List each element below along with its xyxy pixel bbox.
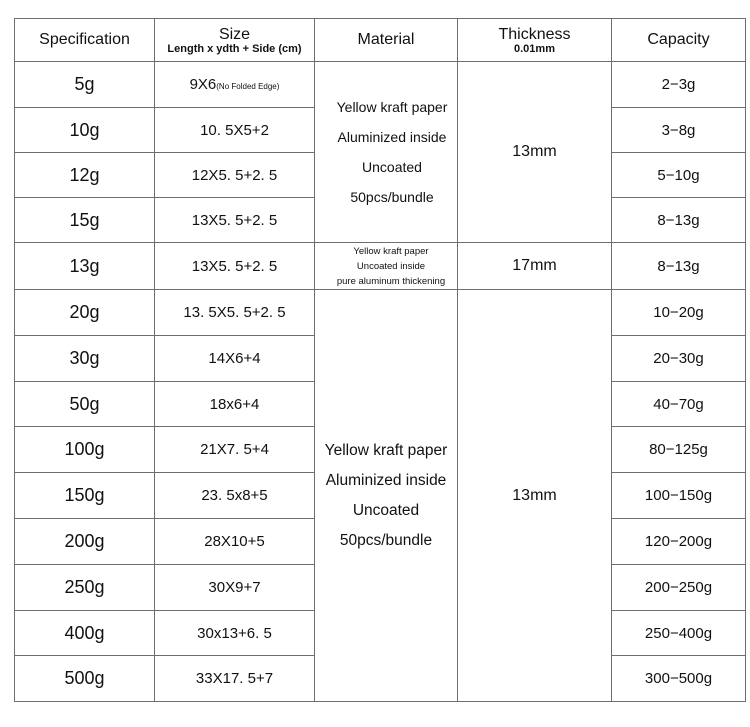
material-cell-group-3 [315, 290, 458, 702]
spec-cell: 12g [15, 153, 155, 198]
material-line: 50pcs/bundle [339, 531, 433, 549]
header-size [155, 19, 315, 62]
material-line: Aluminized inside [325, 471, 447, 489]
material-line: Aluminized inside [337, 129, 447, 145]
capacity-cell: 200−250g [612, 565, 746, 611]
capacity-cell: 250−400g [612, 611, 746, 656]
size-cell: 13X5. 5+2. 5 [155, 198, 315, 243]
material-line: pure aluminum thickening [336, 275, 446, 287]
size-cell: 28X10+5 [155, 519, 315, 565]
spec-cell: 200g [15, 519, 155, 565]
material-line: Uncoated [362, 159, 422, 175]
capacity-cell: 10−20g [612, 290, 746, 336]
header-specification: Specification [15, 19, 155, 62]
header-thickness-subtitle: 0.01mm [514, 42, 555, 55]
material-line: Yellow kraft paper [353, 245, 429, 257]
size-cell: 10. 5X5+2 [155, 108, 315, 153]
header-size-subtitle: Length x ydth + Side (cm) [167, 42, 302, 55]
specification-table [14, 18, 746, 702]
size-cell: 33X17. 5+7 [155, 656, 315, 702]
spec-cell: 13g [15, 243, 155, 290]
thickness-cell-group-3: 13mm [458, 290, 612, 702]
spec-cell: 5g [15, 62, 155, 108]
spec-cell: 150g [15, 473, 155, 519]
spec-cell: 50g [15, 382, 155, 427]
size-cell: 21X7. 5+4 [155, 427, 315, 473]
size-cell: 30x13+6. 5 [155, 611, 315, 656]
capacity-cell: 5−10g [612, 153, 746, 198]
spec-cell: 250g [15, 565, 155, 611]
header-thickness-title: Thickness [498, 25, 571, 43]
capacity-cell: 100−150g [612, 473, 746, 519]
capacity-cell: 80−125g [612, 427, 746, 473]
size-cell: 13. 5X5. 5+2. 5 [155, 290, 315, 336]
size-cell [155, 62, 315, 108]
spec-cell: 15g [15, 198, 155, 243]
size-cell: 23. 5x8+5 [155, 473, 315, 519]
table-row [15, 290, 746, 336]
size-cell: 18x6+4 [155, 382, 315, 427]
spec-cell: 500g [15, 656, 155, 702]
header-thickness [458, 19, 612, 62]
material-line: Uncoated [352, 501, 420, 519]
size-cell: 30X9+7 [155, 565, 315, 611]
material-line: 50pcs/bundle [350, 189, 434, 205]
material-line: Yellow kraft paper [324, 441, 448, 459]
table-row [15, 243, 746, 290]
table-row [15, 62, 746, 108]
spec-cell: 400g [15, 611, 155, 656]
thickness-cell-group-2: 17mm [458, 243, 612, 290]
capacity-cell: 40−70g [612, 382, 746, 427]
capacity-cell: 3−8g [612, 108, 746, 153]
header-row [15, 19, 746, 62]
size-cell: 14X6+4 [155, 336, 315, 382]
material-line: Uncoated inside [356, 260, 426, 272]
header-capacity: Capacity [612, 19, 746, 62]
size-value: 9X6 [189, 76, 217, 93]
capacity-cell: 8−13g [612, 198, 746, 243]
header-material: Material [315, 19, 458, 62]
material-line: Yellow kraft paper [336, 99, 448, 115]
capacity-cell: 120−200g [612, 519, 746, 565]
capacity-cell: 20−30g [612, 336, 746, 382]
material-cell-group-2 [315, 243, 458, 290]
spec-cell: 10g [15, 108, 155, 153]
capacity-cell: 300−500g [612, 656, 746, 702]
capacity-cell: 2−3g [612, 62, 746, 108]
spec-cell: 30g [15, 336, 155, 382]
size-cell: 12X5. 5+2. 5 [155, 153, 315, 198]
spec-cell: 20g [15, 290, 155, 336]
material-cell-group-1 [315, 62, 458, 243]
header-size-title: Size [218, 25, 251, 43]
thickness-cell-group-1: 13mm [458, 62, 612, 243]
spec-cell: 100g [15, 427, 155, 473]
capacity-cell: 8−13g [612, 243, 746, 290]
size-cell: 13X5. 5+2. 5 [155, 243, 315, 290]
size-note: (No Folded Edge) [216, 82, 280, 91]
